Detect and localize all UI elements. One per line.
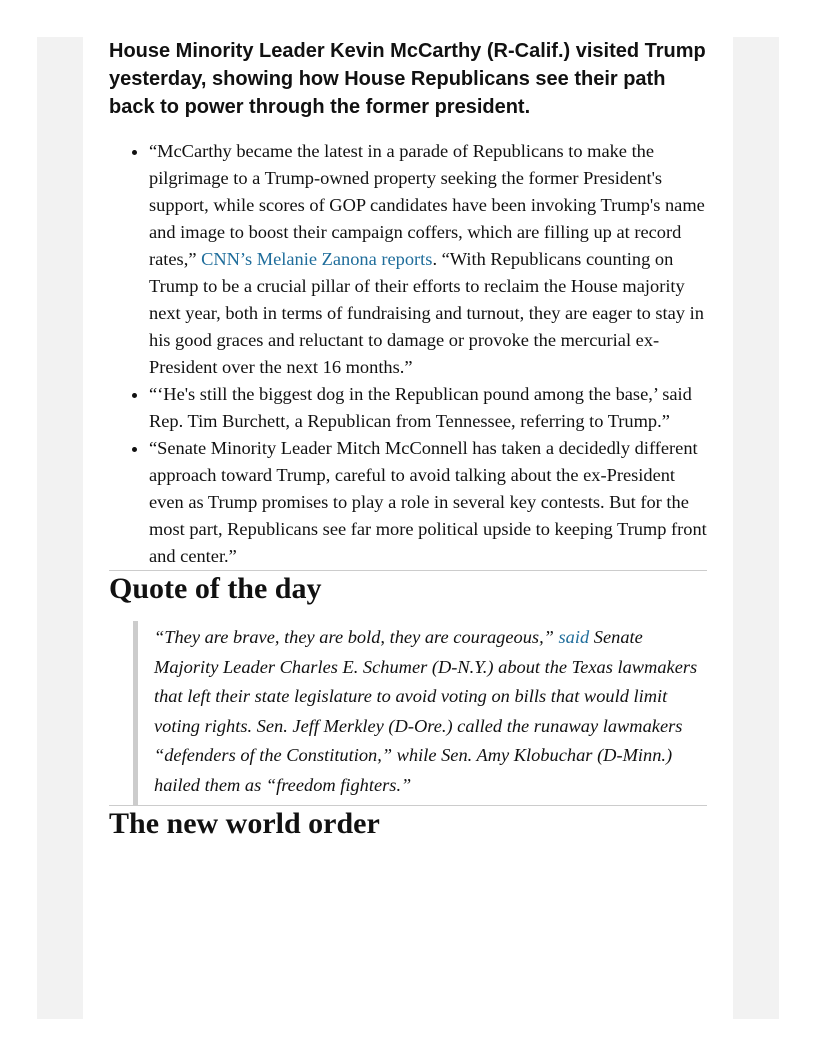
new-world-order-heading: The new world order [109,806,380,840]
article-body [109,37,707,842]
said-link[interactable]: said [558,627,590,647]
bullet-item-burchett [149,381,707,435]
bullet-item-mcconnell [149,435,707,570]
cnn-report-link[interactable]: CNN’s Melanie Zanona reports [201,249,433,269]
bullet-text: “McCarthy became the latest in a parade of Republicans to make the pilgrimage to a Trump-owned property seeking the former President's support, while scores of GOP candidates have been invoking Trump's name and image to boost their campaign coffers, which are filling up at record rates,” [149,141,705,269]
quote-text: “They are brave, they are bold, they are courageous,” [154,627,559,647]
left-gutter [37,37,83,1019]
bullet-item-cnn [149,138,707,381]
quote-of-the-day-heading: Quote of the day [109,572,322,605]
quote-bullet-list [109,138,707,570]
quote-of-the-day-blockquote [133,621,707,805]
bullet-text: “Senate Minority Leader Mitch McConnell has taken a decidedly different approach toward Trump, careful to avoid talking about the ex-President even as Trump promises to play a role in several key contests. But for the most part, Republicans see far more political upside to keeping Trump front and center.” [149,438,707,566]
bullet-text: “‘He's still the biggest dog in the Republican pound among the base,’ said Rep. Tim Burchett, a Republican from Tennessee, referring to Trump.” [149,384,692,431]
right-gutter [733,37,779,1019]
story-headline: House Minority Leader Kevin McCarthy (R-Calif.) visited Trump yesterday, showing how House Republicans see their path back to power through the former president. [109,40,706,118]
quote-text: Senate Majority Leader Charles E. Schumer (D-N.Y.) about the Texas lawmakers that left their state legislature to avoid voting on bills that would limit voting rights. Sen. Jeff Merkley (D-Ore.) called the runaway lawmakers “defenders of the Constitution,” while Sen. Amy Klobuchar (D-Minn.) hailed them as “freedom fighters.” [154,627,698,795]
bullet-text: . “With Republicans counting on Trump to be a crucial pillar of their efforts to reclaim the House majority next year, both in terms of fundraising and turnout, they are eager to stay in his good graces and reluctant to damage or provoke the mercurial ex-President over the next 16 months.” [149,249,704,377]
